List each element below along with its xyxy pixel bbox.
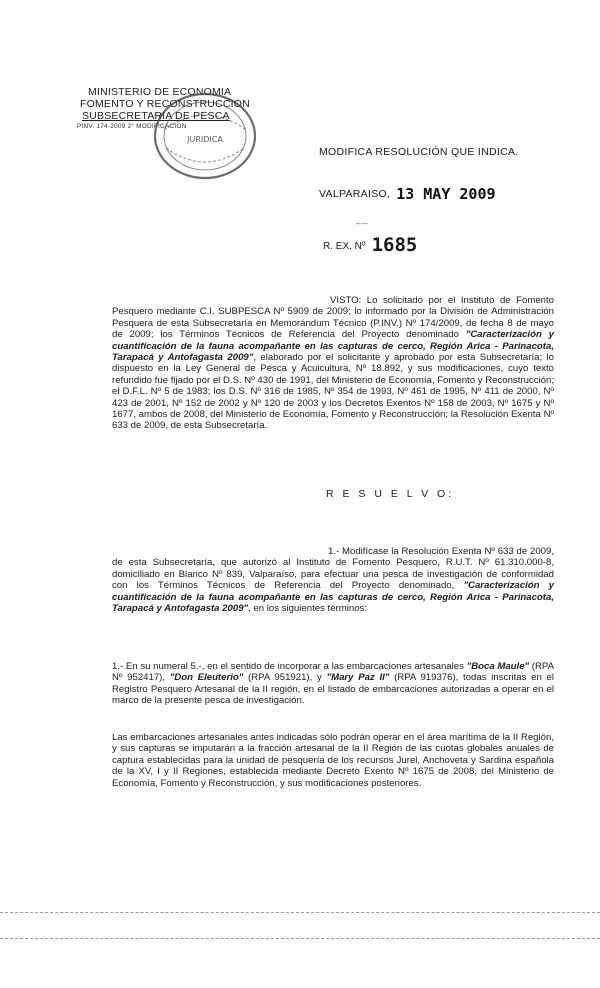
letterhead-ministry: MINISTERIO DE ECONOMIA [88,86,232,98]
document-subject: MODIFICA RESOLUCIÓN QUE INDICA. [319,146,519,158]
visto-text-2: , elaborado por el solicitante y aprobado por esta Subsecretaría; lo dispuesto en la Ley General de Pesca y Acuicultura, Nº 18.892, y sus modificaciones, cuyo texto refundido fue fijado por el D.S. Nº 430 de 1991, del Ministerio de Economía, Fomento y Reconstrucción; el D.F.L. Nº 5 de 1983; los D.S. Nº 316 de 1985, Nº 354 de 1993, Nº 461 de 1995, Nº 411 de 2000, Nº 423 de 2001, Nº 152 de 2002 y Nº 120 de 2003 y los Decretos Exentos Nº 158 de 2003, Nº 1675 y Nº 1677, ambos de 2008, del Ministerio de Economía, Fomento y Reconstrucción; la Resolución Exenta Nº 633 de 2009, de esta Subsecretaría. [112,352,554,432]
scan-divider-bottom [0,938,600,940]
modifica-text-1: 1.- Modifícase la Resolución Exenta Nº 633 de 2009, de esta Subsecretaría, que autorizó al Instituto de Fomento Pesquero, R.U.T. Nº 61.310.000-8, domiciliado en Blanco Nº 839, Valparaíso, para efectuar una pesca de investigación de conformidad con los Términos Técnicos de Referencia del Proyecto denominado, [112,546,554,592]
modifica-project-title: "Caracterización y cuantificación de la fauna acompañante en las capturas de cerco, Región Arica - Parinacota, Tarapacá y Antofagasta 2009" [112,580,554,615]
numeral-text-3: (RPA 951921), y [243,672,327,684]
boat-don-eleuterio: "Don Eleuterio" [169,672,244,684]
boat-mary-paz: "Mary Paz II" [326,672,390,684]
embarcaciones-paragraph [112,732,554,789]
modifica-paragraph [112,546,554,614]
visto-paragraph [112,295,554,432]
visto-label: VISTO: [330,295,362,306]
resolution-number-value: 1685 [371,234,418,256]
numeral-paragraph [112,661,554,707]
date-stamp: 13 MAY 2009 [396,185,496,203]
letterhead-fomento: FOMENTO Y RECONSTRUCCION [80,98,250,110]
tick-mark: –·– [356,219,368,228]
visto-project-title: "Caracterización y cuantificación de la fauna acompañante en las capturas de cerco, Región Arica - Parinacota, Tarapacá y Antofagasta 2009" [112,329,554,364]
visto-text-1: Lo solicitado por el Instituto de Fomento Pesquero mediante C.I. SUBPESCA Nº 5909 de 2009; lo informado por la División de Administración Pesquera de esta Subsecretaría en Memorándum Técnico (P.INV.) Nº 174/2009, de fecha 8 de mayo de 2009; los Términos Técnicos de Referencia del Proyecto denominado [112,295,554,341]
resolution-number [323,232,417,254]
letterhead-reference: PINV. 174-2009 2° MODIFICACION [77,123,187,130]
boat-boca-maule: "Boca Maule" [466,661,530,672]
resolution-label: R. EX. Nº [323,241,366,252]
place: VALPARAISO, [319,188,391,200]
embarcaciones-text: Las embarcaciones artesanales antes indicadas sólo podrán operar en el área marítima de la II Región, y sus capturas se imputarán a la fracción artesanal de la II Región de las cuotas globales anuales de captura establecidas para la unidad de pesquería de los recursos Jurel, Anchoveta y Sardina española de la XV, I y II Regiones, establecida mediante Decreto Exento Nº 1675 de 2008, del Ministerio de Economía, Fomento y Reconstrucción, y sus modificaciones posteriores. [112,732,554,789]
numeral-text-2: (RPA Nº 952417), [112,661,555,684]
modifica-text-2: , en los siguientes términos: [248,603,367,615]
stamp-word: JURIDICA [187,135,223,144]
letterhead-subsecretaria: SUBSECRETARIA DE PESCA [82,110,230,122]
official-stamp [150,90,260,182]
resuelvo-heading: R E S U E L V O: [326,488,455,500]
scan-divider-top [0,912,600,914]
numeral-text-1: 1.- En su numeral 5.-, en el sentido de incorporar a las embarcaciones artesanales [112,661,467,672]
numeral-text-4: (RPA 919376), todas inscritas en el Registro Pesquero Artesanal de la II región, en el listado de embarcaciones autorizadas a operar en el marco de la presente pesca de investigación. [112,672,555,707]
place-date [319,183,496,201]
